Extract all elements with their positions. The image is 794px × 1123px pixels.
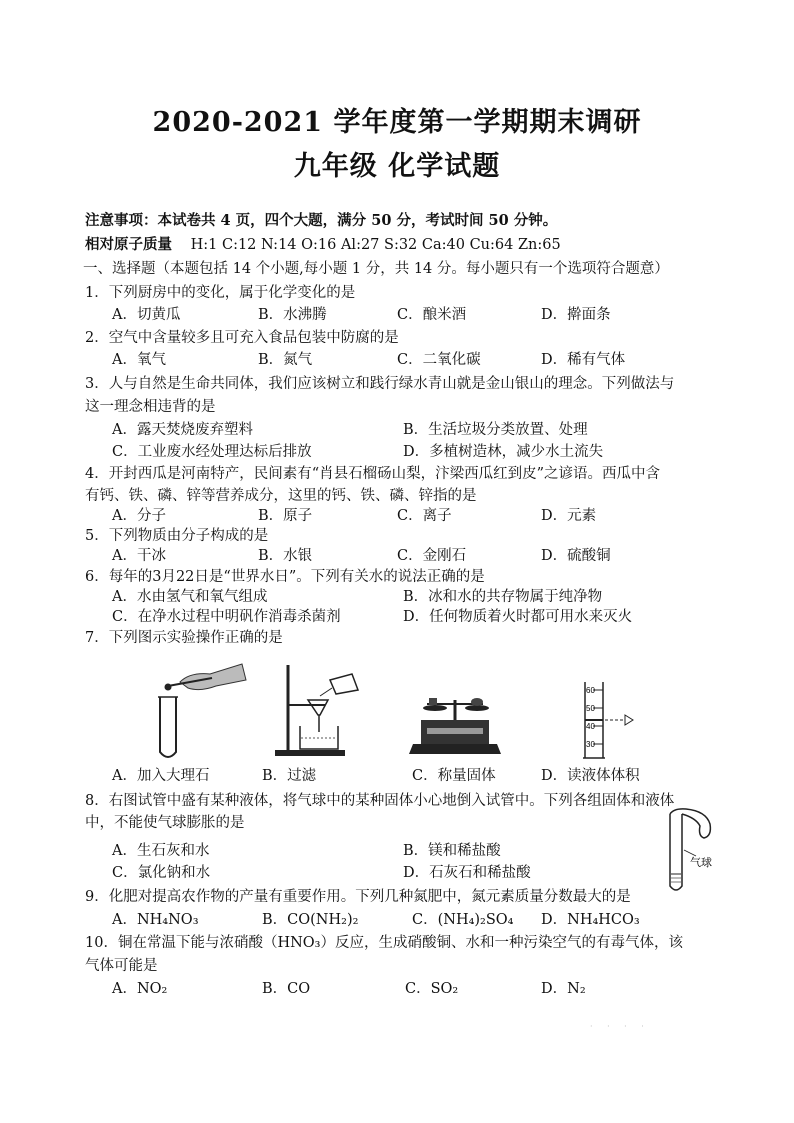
section1-heading: 一、选择题（本题包括 14 个小题,每小题 1 分，共 14 分。每小题只有一个选项符合题意） — [83, 261, 669, 277]
exam-subtitle: 九年级 化学试题 — [293, 151, 501, 182]
figure-balloon-tube — [660, 806, 720, 896]
q1-option-b: B．水沸腾 — [258, 307, 327, 323]
cylinder-tick-40: 40 — [586, 722, 595, 731]
q9-option-d: D．NH₄HCO₃ — [541, 912, 640, 928]
question-5-stem: 5．下列物质由分子构成的是 — [85, 528, 269, 544]
q2-option-c: C．二氧化碳 — [397, 352, 481, 368]
figure-add-marble — [150, 652, 250, 762]
q2-option-b: B．氮气 — [258, 352, 313, 368]
question-3-stem-line2: 这一理念相违背的是 — [85, 399, 216, 415]
scan-artifact: · · · · — [590, 1022, 650, 1031]
atomic-mass-label: 相对原子质量 — [85, 236, 172, 253]
figure-measuring-cylinder — [575, 680, 635, 760]
q5-option-a: A．干冰 — [112, 548, 166, 564]
question-4-stem-line1: 4．开封西瓜是河南特产，民间素有“肖县石榴砀山梨，汴梁西瓜红到皮”之谚语。西瓜中含 — [85, 466, 661, 482]
q9-option-c: C．(NH₄)₂SO₄ — [412, 912, 514, 928]
q4-option-c: C．离子 — [397, 508, 452, 524]
question-10-stem-line1: 10．铜在常温下能与浓硝酸（HNO₃）反应，生成硝酸铜、水和一种污染空气的有毒气体，该 — [85, 935, 683, 951]
q6-option-d: D．任何物质着火时都可用水来灭火 — [403, 609, 633, 625]
question-8-stem-line2: 中，不能使气球膨胀的是 — [85, 815, 245, 831]
cylinder-tick-60: 60 — [586, 686, 595, 695]
q9-option-b: B．CO(NH₂)₂ — [262, 912, 359, 928]
q10-option-c: C．SO₂ — [405, 981, 459, 997]
q3-option-d: D．多植树造林，减少水土流失 — [403, 444, 604, 460]
exam-notice: 注意事项：本试卷共 4 页，四个大题，满分 50 分，考试时间 50 分钟。 — [85, 212, 558, 229]
q6-option-b: B．冰和水的共存物属于纯净物 — [403, 589, 603, 605]
q8-option-c: C．氯化钠和水 — [112, 865, 211, 881]
question-8-stem-line1: 8．右图试管中盛有某种液体，将气球中的某种固体小心地倒入试管中。下列各组固体和液体 — [85, 793, 675, 809]
q8-option-d: D．石灰石和稀盐酸 — [403, 865, 531, 881]
q8-option-b: B．镁和稀盐酸 — [403, 843, 501, 859]
q6-option-c: C．在净水过程中明矾作消毒杀菌剂 — [112, 609, 341, 625]
figure-filtration — [270, 660, 370, 760]
q5-option-c: C．金刚石 — [397, 548, 467, 564]
figure-balance — [405, 690, 505, 760]
q4-option-a: A．分子 — [112, 508, 166, 524]
q1-option-d: D．擀面条 — [541, 307, 611, 323]
q9-option-a: A．NH₄NO₃ — [112, 912, 199, 928]
atomic-mass-line — [85, 235, 561, 255]
q10-option-b: B．CO — [262, 981, 311, 997]
question-6-stem: 6．每年的3月22日是“世界水日”。下列有关水的说法正确的是 — [85, 569, 485, 585]
question-4-stem-line2: 有钙、铁、磷、锌等营养成分，这里的钙、铁、磷、锌指的是 — [85, 488, 477, 504]
q3-option-c: C．工业废水经处理达标后排放 — [112, 444, 312, 460]
q7-option-c: C．称量固体 — [412, 768, 496, 784]
q3-option-b: B．生活垃圾分类放置、处理 — [403, 422, 588, 438]
atomic-mass-values: H:1 C:12 N:14 O:16 Al:27 S:32 Ca:40 Cu:64 Zn:65 — [190, 237, 561, 253]
q7-option-d: D．读液体体积 — [541, 768, 640, 784]
q5-option-b: B．水银 — [258, 548, 313, 564]
q10-option-a: A．NO₂ — [112, 981, 168, 997]
q4-option-b: B．原子 — [258, 508, 313, 524]
q5-option-d: D．硫酸铜 — [541, 548, 611, 564]
q1-option-a: A．切黄瓜 — [112, 307, 181, 323]
question-9-stem: 9．化肥对提高农作物的产量有重要作用。下列几种氮肥中，氮元素质量分数最大的是 — [85, 889, 631, 905]
cylinder-tick-30: 30 — [586, 740, 595, 749]
q7-option-a: A．加入大理石 — [112, 768, 210, 784]
q4-option-d: D．元素 — [541, 508, 597, 524]
exam-title: 2020-2021 学年度第一学期期末调研 — [152, 107, 642, 138]
q8-option-a: A．生石灰和水 — [112, 843, 210, 859]
question-2-stem: 2．空气中含量较多且可充入食品包装中防腐的是 — [85, 330, 399, 346]
question-7-stem: 7．下列图示实验操作正确的是 — [85, 630, 283, 646]
question-10-stem-line2: 气体可能是 — [85, 958, 158, 974]
q6-option-a: A．水由氢气和氧气组成 — [112, 589, 268, 605]
q2-option-d: D．稀有气体 — [541, 352, 626, 368]
question-3-stem-line1: 3．人与自然是生命共同体，我们应该树立和践行绿水青山就是金山银山的理念。下列做法与 — [85, 376, 675, 392]
q10-option-d: D．N₂ — [541, 981, 586, 997]
q2-option-a: A．氧气 — [112, 352, 166, 368]
q3-option-a: A．露天焚烧废弃塑料 — [112, 422, 253, 438]
q1-option-c: C．酿米酒 — [397, 307, 467, 323]
question-1-stem: 1．下列厨房中的变化，属于化学变化的是 — [85, 285, 356, 301]
q7-option-b: B．过滤 — [262, 768, 317, 784]
balloon-label: 气球 — [690, 856, 712, 869]
cylinder-tick-50: 50 — [586, 704, 595, 713]
